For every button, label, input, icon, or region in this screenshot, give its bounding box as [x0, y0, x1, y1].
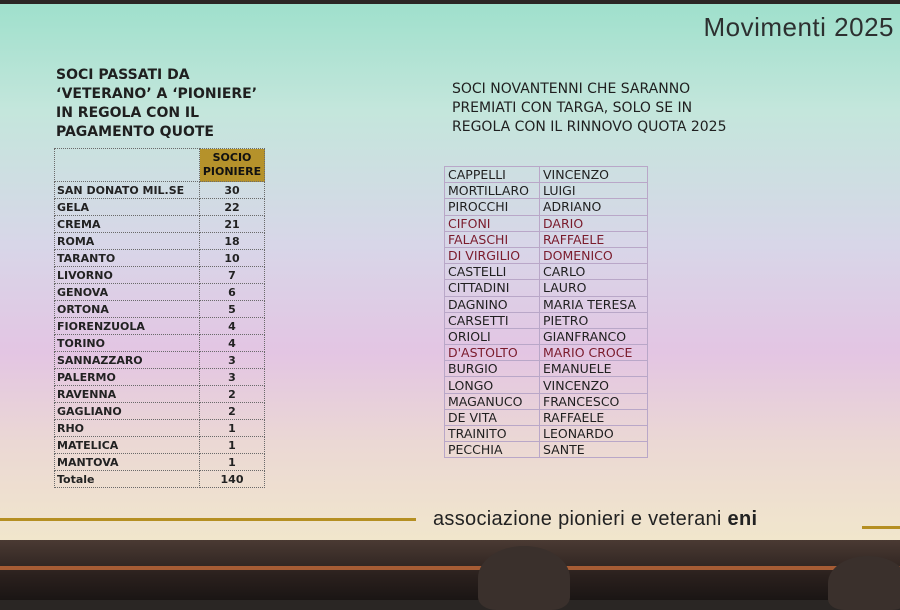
- name-row: [445, 328, 648, 344]
- value-cell: 1: [200, 420, 265, 437]
- header-line: SOCIO: [212, 151, 252, 164]
- surname-cell: TRAINITO: [445, 426, 540, 442]
- name-row: [445, 409, 648, 425]
- value-cell: 4: [200, 318, 265, 335]
- city-cell: GELA: [55, 199, 200, 216]
- city-cell: RHO: [55, 420, 200, 437]
- name-row: [445, 426, 648, 442]
- table-row: [55, 233, 265, 250]
- value-cell: 22: [200, 199, 265, 216]
- firstname-cell: DOMENICO: [540, 247, 648, 263]
- city-cell: MANTOVA: [55, 454, 200, 471]
- value-cell: 3: [200, 369, 265, 386]
- firstname-cell: SANTE: [540, 442, 648, 458]
- city-cell: SAN DONATO MIL.SE: [55, 182, 200, 199]
- table-row: [55, 437, 265, 454]
- firstname-cell: LUIGI: [540, 183, 648, 199]
- city-cell: GENOVA: [55, 284, 200, 301]
- header-socio-pioniere: [200, 149, 265, 182]
- surname-cell: LONGO: [445, 377, 540, 393]
- surname-cell: ORIOLI: [445, 328, 540, 344]
- left-heading-line: IN REGOLA CON IL: [56, 105, 200, 121]
- name-row: [445, 215, 648, 231]
- table-row: [55, 352, 265, 369]
- city-cell: LIVORNO: [55, 267, 200, 284]
- firstname-cell: CARLO: [540, 264, 648, 280]
- surname-cell: CARSETTI: [445, 312, 540, 328]
- firstname-cell: LAURO: [540, 280, 648, 296]
- surname-cell: CASTELLI: [445, 264, 540, 280]
- header-line: PIONIERE: [202, 165, 262, 178]
- name-row: [445, 442, 648, 458]
- firstname-cell: LEONARDO: [540, 426, 648, 442]
- name-row: [445, 199, 648, 215]
- table-row: [55, 369, 265, 386]
- right-heading-line: PREMIATI CON TARGA, SOLO SE IN: [452, 100, 693, 116]
- table-row: [55, 420, 265, 437]
- value-cell: 7: [200, 267, 265, 284]
- surname-cell: BURGIO: [445, 361, 540, 377]
- name-row: [445, 280, 648, 296]
- total-value: 140: [200, 471, 265, 488]
- surname-cell: PECCHIA: [445, 442, 540, 458]
- firstname-cell: EMANUELE: [540, 361, 648, 377]
- novantenni-table: [444, 166, 648, 458]
- name-row: [445, 296, 648, 312]
- city-cell: RAVENNA: [55, 386, 200, 403]
- table-row: [55, 199, 265, 216]
- value-cell: 5: [200, 301, 265, 318]
- firstname-cell: MARIA TERESA: [540, 296, 648, 312]
- footer-brand: eni: [727, 508, 758, 530]
- city-cell: ORTONA: [55, 301, 200, 318]
- value-cell: 2: [200, 403, 265, 420]
- left-heading-line: ‘VETERANO’ A ‘PIONIERE’: [56, 86, 258, 102]
- footer-text: associazione pionieri e veterani: [433, 508, 722, 530]
- surname-cell: CAPPELLI: [445, 167, 540, 183]
- header-blank-cell: [55, 149, 200, 182]
- soci-pioniere-table: [54, 148, 265, 488]
- value-cell: 18: [200, 233, 265, 250]
- firstname-cell: FRANCESCO: [540, 393, 648, 409]
- value-cell: 2: [200, 386, 265, 403]
- projection-screen: [0, 4, 900, 540]
- city-cell: CREMA: [55, 216, 200, 233]
- surname-cell: DAGNINO: [445, 296, 540, 312]
- firstname-cell: VINCENZO: [540, 167, 648, 183]
- value-cell: 10: [200, 250, 265, 267]
- firstname-cell: VINCENZO: [540, 377, 648, 393]
- value-cell: 1: [200, 454, 265, 471]
- firstname-cell: RAFFAELE: [540, 409, 648, 425]
- surname-cell: DI VIRGILIO: [445, 247, 540, 263]
- surname-cell: MAGANUCO: [445, 393, 540, 409]
- city-cell: PALERMO: [55, 369, 200, 386]
- table-row: [55, 250, 265, 267]
- surname-cell: MORTILLARO: [445, 183, 540, 199]
- audience-head: [828, 556, 900, 610]
- surname-cell: CIFONI: [445, 215, 540, 231]
- right-heading-line: SOCI NOVANTENNI CHE SARANNO: [452, 81, 691, 97]
- firstname-cell: DARIO: [540, 215, 648, 231]
- table-row: [55, 284, 265, 301]
- total-row: [55, 471, 265, 488]
- surname-cell: PIROCCHI: [445, 199, 540, 215]
- name-row: [445, 393, 648, 409]
- right-heading-line: REGOLA CON IL RINNOVO QUOTA 2025: [452, 119, 727, 135]
- firstname-cell: PIETRO: [540, 312, 648, 328]
- city-cell: ROMA: [55, 233, 200, 250]
- city-cell: GAGLIANO: [55, 403, 200, 420]
- city-cell: TORINO: [55, 335, 200, 352]
- table-header-row: [55, 149, 265, 182]
- city-cell: SANNAZZARO: [55, 352, 200, 369]
- name-row: [445, 247, 648, 263]
- stage-background: [0, 540, 900, 600]
- firstname-cell: GIANFRANCO: [540, 328, 648, 344]
- footer-line-left: [0, 518, 416, 521]
- firstname-cell: ADRIANO: [540, 199, 648, 215]
- name-row: [445, 377, 648, 393]
- value-cell: 6: [200, 284, 265, 301]
- value-cell: 1: [200, 437, 265, 454]
- city-cell: FIORENZUOLA: [55, 318, 200, 335]
- value-cell: 3: [200, 352, 265, 369]
- table-row: [55, 318, 265, 335]
- value-cell: 21: [200, 216, 265, 233]
- name-row: [445, 183, 648, 199]
- table-row: [55, 454, 265, 471]
- name-row: [445, 312, 648, 328]
- surname-cell: CITTADINI: [445, 280, 540, 296]
- footer-logo-text: [433, 508, 757, 531]
- city-cell: TARANTO: [55, 250, 200, 267]
- firstname-cell: RAFFAELE: [540, 231, 648, 247]
- table-row: [55, 216, 265, 233]
- table-row: [55, 267, 265, 284]
- table-row: [55, 182, 265, 199]
- left-heading-line: SOCI PASSATI DA: [56, 67, 190, 83]
- surname-cell: FALASCHI: [445, 231, 540, 247]
- table-row: [55, 335, 265, 352]
- total-label: Totale: [55, 471, 200, 488]
- name-row: [445, 345, 648, 361]
- surname-cell: D'ASTOLTO: [445, 345, 540, 361]
- name-row: [445, 361, 648, 377]
- right-heading: [452, 80, 782, 137]
- table-row: [55, 301, 265, 318]
- stage-light-strip: [0, 566, 900, 570]
- slide-title: Movimenti 2025: [703, 12, 894, 42]
- name-row: [445, 167, 648, 183]
- value-cell: 4: [200, 335, 265, 352]
- table-row: [55, 386, 265, 403]
- left-heading-line: PAGAMENTO QUOTE: [56, 124, 214, 140]
- name-row: [445, 231, 648, 247]
- table-row: [55, 403, 265, 420]
- value-cell: 30: [200, 182, 265, 199]
- firstname-cell: MARIO CROCE: [540, 345, 648, 361]
- name-row: [445, 264, 648, 280]
- city-cell: MATELICA: [55, 437, 200, 454]
- footer-line-right: [862, 526, 900, 529]
- audience-head: [478, 546, 570, 610]
- left-heading: [56, 66, 276, 142]
- surname-cell: DE VITA: [445, 409, 540, 425]
